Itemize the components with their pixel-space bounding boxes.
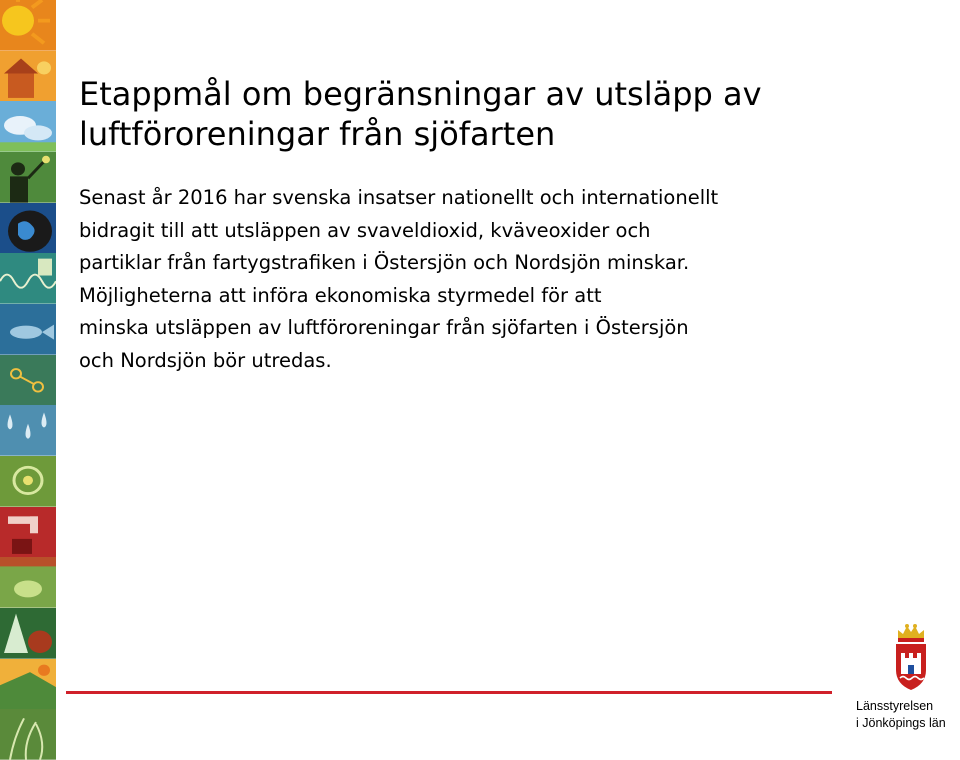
fish-tile (0, 304, 56, 355)
title-line-2: luftföroreningar från sjöfarten (79, 115, 556, 153)
paragraph-2-line-1: Möjligheterna att införa ekonomiska styrmedel för att (79, 283, 602, 307)
paragraph-1 (79, 182, 819, 280)
lansstyrelsen-logo (856, 620, 960, 740)
logo-line-1: Länsstyrelsen (856, 699, 934, 713)
sun-tile (0, 0, 56, 51)
logo-text (856, 698, 960, 732)
paragraph-1-line-2: bidragit till att utsläppen av svaveldioxid, kväveoxider och (79, 218, 651, 242)
frog-tile (0, 557, 56, 608)
slide-title (79, 74, 939, 154)
coat-of-arms-icon (892, 620, 930, 692)
slide-body (79, 182, 819, 377)
faucet-tile (0, 507, 56, 558)
title-line-1: Etappmål om begränsningar av utsläpp av (79, 75, 762, 113)
landscape-tile (0, 659, 56, 710)
paragraph-2 (79, 280, 819, 378)
clouds-tile (0, 101, 56, 152)
paragraph-1-line-1: Senast år 2016 har svenska insatser nationellt och internationellt (79, 186, 719, 209)
footer-divider (66, 691, 832, 694)
flower-tile (0, 456, 56, 507)
paragraph-1-line-3: partiklar från fartygstrafiken i Östersjön och Nordsjön minskar. (79, 251, 690, 274)
globe-tile (0, 203, 56, 254)
logo-line-2: i Jönköpings län (856, 716, 946, 730)
molecule-tile (0, 355, 56, 406)
wave-chart-tile (0, 253, 56, 304)
raindrops-tile (0, 405, 56, 456)
decorative-image-strip (0, 0, 56, 760)
reed-tile (0, 709, 56, 760)
paragraph-2-line-3: och Nordsjön bör utredas. (79, 348, 332, 372)
house-tile (0, 51, 56, 102)
forest-tile (0, 608, 56, 659)
paragraph-2-line-2: minska utsläppen av luftföroreningar från sjöfarten i Östersjön (79, 316, 689, 339)
person-tile (0, 152, 56, 203)
